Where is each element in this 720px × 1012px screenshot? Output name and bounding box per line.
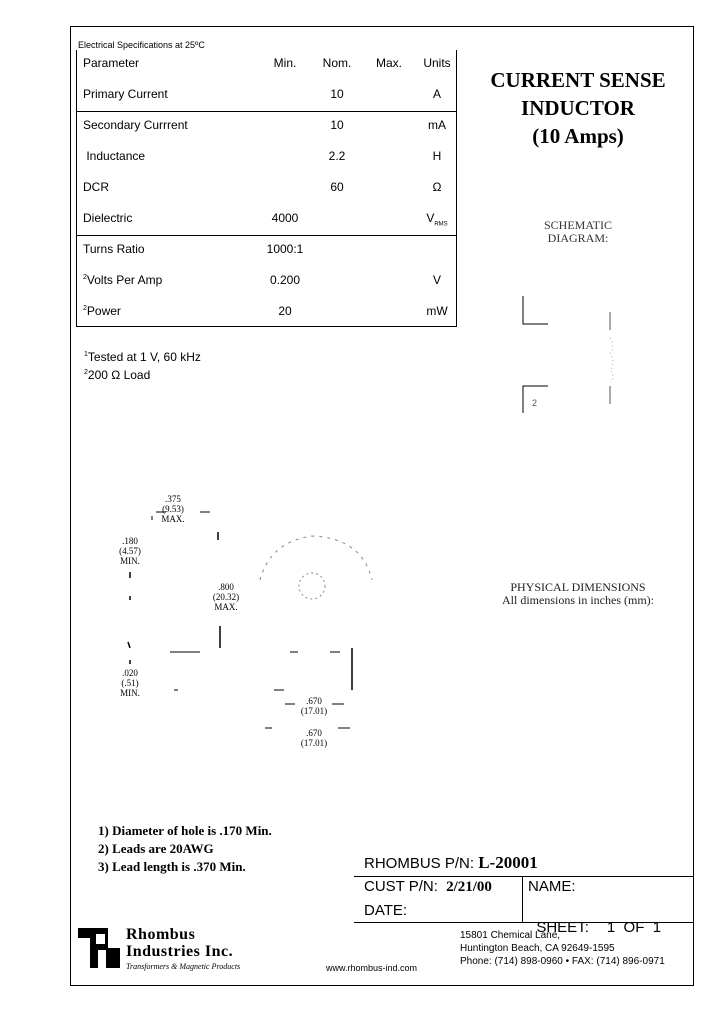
- cust-label: CUST P/N:: [364, 878, 438, 895]
- sheet-label: SHEET:: [536, 919, 589, 936]
- physical-line: All dimensions in inches (mm):: [502, 593, 654, 607]
- cell-units: H: [432, 149, 442, 163]
- dim-value: .670: [306, 696, 322, 706]
- param-text: Volts Per Amp: [86, 273, 163, 287]
- cust-value: 2/21/00: [446, 879, 492, 895]
- company-website[interactable]: www.rhombus-ind.com: [326, 963, 418, 973]
- physical-line: PHYSICAL DIMENSIONS: [510, 580, 646, 594]
- titleblock-divider: [354, 876, 694, 877]
- dim-value: .800: [218, 582, 234, 592]
- header-nom: Nom.: [322, 56, 352, 70]
- header-units: Units: [423, 56, 451, 70]
- footnote-2: [84, 365, 201, 383]
- table-row: [77, 267, 456, 297]
- construction-notes: [98, 822, 272, 876]
- pn-field: [364, 853, 538, 873]
- superscript: 2: [84, 369, 88, 376]
- table-row: [77, 236, 456, 266]
- dim-note: MIN.: [120, 556, 140, 566]
- footnote-1: [84, 347, 201, 365]
- cell-min: 20: [278, 304, 292, 318]
- note-line: 3) Lead length is .370 Min.: [98, 859, 246, 874]
- cell-param: Secondary Currrent: [83, 118, 188, 132]
- dim-note: MIN.: [120, 688, 140, 698]
- dim-180: [108, 536, 152, 566]
- title-line: INDUCTOR: [521, 96, 635, 120]
- dim-670-bottom: [292, 728, 336, 748]
- pn-value: L-20001: [478, 853, 538, 872]
- dim-note: MAX.: [161, 514, 185, 524]
- title-line: (10 Amps): [532, 124, 624, 148]
- address-line: 15801 Chemical Lane,: [460, 930, 561, 941]
- dimension-drawing: [100, 480, 380, 760]
- param-text: Power: [86, 304, 121, 318]
- cell-units: V: [432, 273, 441, 287]
- cell-units: [417, 211, 457, 227]
- company-address: [460, 929, 665, 968]
- header-parameter: Parameter: [83, 56, 140, 70]
- address-line: Huntington Beach, CA 92649-1595: [460, 943, 615, 954]
- dim-mm: (17.01): [300, 706, 328, 716]
- dim-note: MAX.: [214, 602, 238, 612]
- schematic-line: SCHEMATIC: [543, 218, 612, 232]
- schematic-label: [508, 219, 648, 245]
- cell-nom: 10: [330, 87, 344, 101]
- date-label: DATE:: [364, 902, 408, 919]
- cell-min: 4000: [271, 211, 299, 225]
- cust-field: [364, 878, 492, 896]
- cell-param: Inductance: [83, 149, 146, 163]
- cell-nom: 2.2: [328, 149, 346, 163]
- footnote-text: Tested at 1 V, 60 kHz: [87, 350, 201, 364]
- cell-nom: 10: [330, 118, 344, 132]
- header-min: Min.: [273, 56, 297, 70]
- company-tagline: Transformers & Magnetic Products: [126, 962, 241, 971]
- cell-param: Turns Ratio: [83, 242, 145, 256]
- name-label: NAME:: [528, 878, 576, 895]
- schematic-diagram: [510, 290, 620, 420]
- cell-param: Dielectric: [83, 211, 133, 225]
- note-line: 2) Leads are 20AWG: [98, 841, 214, 856]
- superscript: 2: [83, 274, 87, 281]
- superscript: 1: [84, 351, 88, 358]
- dim-mm: (20.32): [212, 592, 240, 602]
- sheet-value: 1 OF 1: [606, 919, 662, 936]
- physical-dimensions-label: [460, 581, 696, 607]
- pn-label: RHOMBUS P/N:: [364, 855, 475, 872]
- cell-units: A: [432, 87, 441, 101]
- note-line: 1) Diameter of hole is .170 Min.: [98, 823, 272, 838]
- dim-value: .180: [122, 536, 138, 546]
- table-header-row: [77, 50, 456, 80]
- dim-value: .020: [122, 668, 138, 678]
- dim-800: [204, 582, 248, 612]
- cell-param: [83, 273, 162, 287]
- spec-caption: Electrical Specifications at 25ºC: [78, 40, 205, 50]
- dim-mm: (.51): [121, 678, 139, 688]
- cell-min: 1000:1: [266, 242, 304, 256]
- cell-min: 0.200: [269, 273, 301, 287]
- table-row: [77, 143, 456, 173]
- cell-units: Ω: [432, 180, 442, 194]
- pin-label: 2: [532, 398, 538, 408]
- table-row: [77, 298, 456, 328]
- dim-mm: (4.57): [119, 546, 141, 556]
- dim-670-top: [292, 696, 336, 716]
- spec-table: [76, 50, 457, 327]
- table-row: [77, 174, 456, 204]
- dim-mm: (9.53): [162, 504, 184, 514]
- cell-units: mA: [428, 118, 446, 132]
- footnote-text: 200 Ω Load: [87, 368, 151, 382]
- company-name-line: Rhombus: [126, 926, 196, 943]
- schematic-line: DIAGRAM:: [547, 231, 609, 245]
- dim-020: [108, 668, 152, 698]
- dim-mm: (17.01): [300, 738, 328, 748]
- titleblock-divider: [522, 876, 523, 922]
- phone-line: Phone: (714) 898-0960 • FAX: (714) 896-0971: [460, 956, 665, 967]
- cell-param: DCR: [83, 180, 109, 194]
- cell-units: mW: [426, 304, 448, 318]
- table-row: [77, 205, 456, 236]
- superscript: 2: [83, 305, 87, 312]
- product-title: [470, 66, 686, 150]
- dim-value: .375: [165, 494, 181, 504]
- unit-v: V: [426, 211, 435, 225]
- cell-param: [83, 304, 121, 318]
- table-row: [77, 112, 456, 142]
- cell-nom: 60: [330, 180, 344, 194]
- cell-param: Primary Current: [83, 87, 168, 101]
- dim-375: [148, 494, 198, 524]
- rhombus-logo-icon: [78, 926, 122, 970]
- company-name: [126, 926, 233, 960]
- table-row: [77, 81, 456, 112]
- company-name-line: Industries Inc.: [126, 943, 234, 960]
- unit-subscript: RMS: [434, 221, 448, 228]
- title-line: CURRENT SENSE: [490, 68, 666, 92]
- header-max: Max.: [375, 56, 402, 70]
- footnotes: [84, 347, 201, 383]
- dim-value: .670: [306, 728, 322, 738]
